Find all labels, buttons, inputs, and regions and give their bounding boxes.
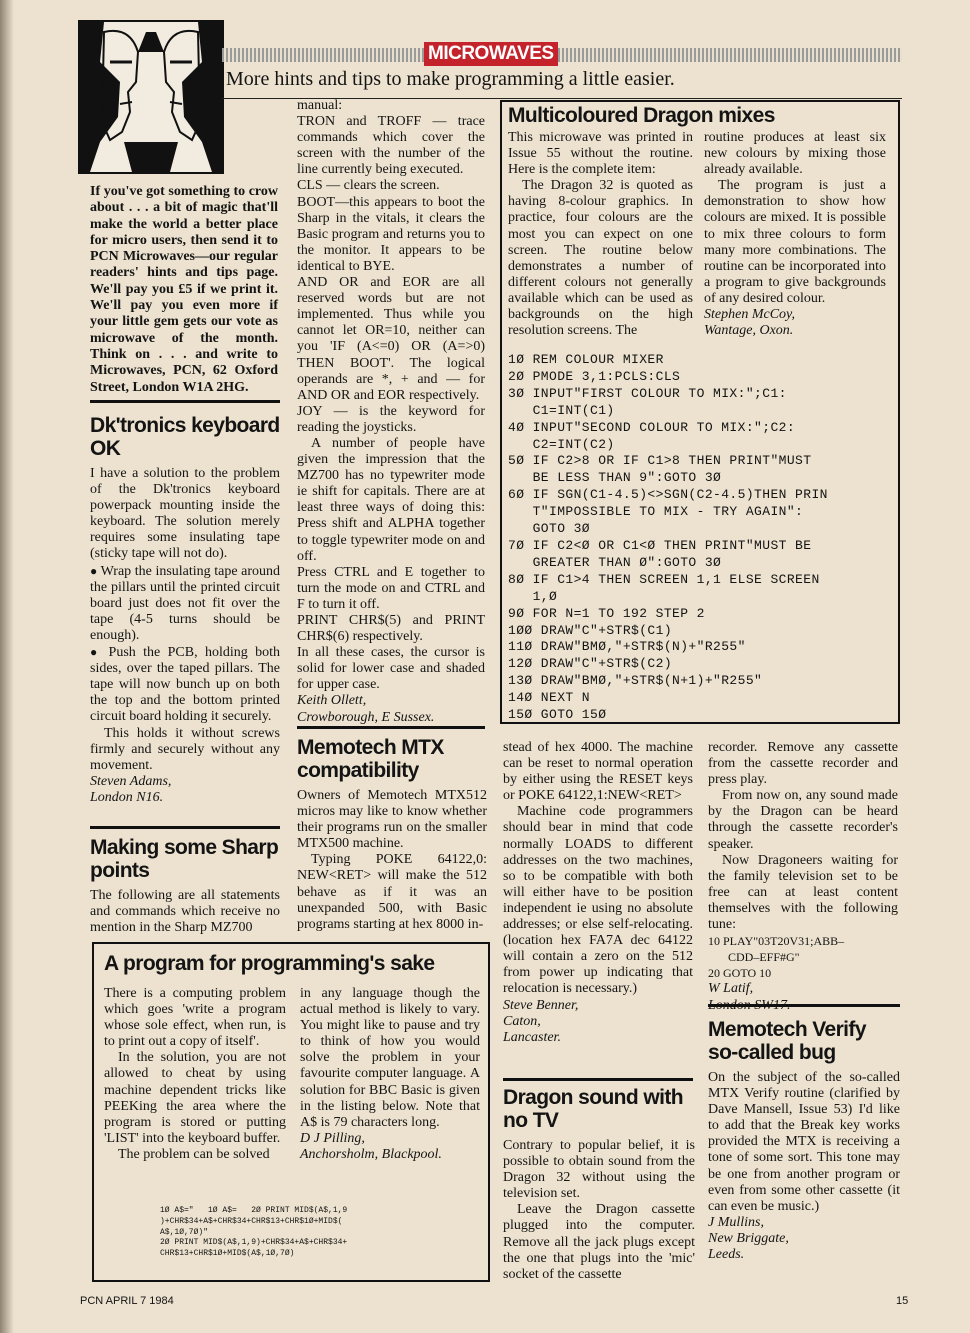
signature: Anchorsholm, Blackpool. — [300, 1146, 442, 1162]
header-banner — [222, 48, 902, 62]
signature: Keith Ollett, — [297, 693, 367, 709]
signature: W Latif, — [708, 981, 754, 997]
footer-issue: PCN APRIL 7 1984 — [80, 1295, 174, 1307]
paragraph: stead of hex 4000. The machine can be reset to normal operation by either using the RESET keys or POKE 64122,1:NEW<RET> — [503, 740, 693, 804]
paragraph: PRINT CHR$(5) and PRINT CHR$(6) respectively. — [297, 613, 485, 645]
rule — [297, 726, 485, 729]
programming-sake-title: A program for programming's sake — [104, 952, 435, 975]
paragraph: In all these cases, the cursor is solid for lower case and shaded for upper case. — [297, 645, 485, 693]
code-line: 1ØØ DRAW"C"+STR$(C1) — [508, 622, 673, 638]
quine-listing — [160, 1206, 460, 1260]
code-line: 14Ø NEXT N — [508, 690, 591, 706]
signature: J Mullins, — [708, 1214, 764, 1230]
tune-code-line: 10 PLAY"03T20V31;ABB– — [708, 934, 845, 949]
paragraph — [90, 644, 280, 725]
paragraph: Press CTRL and E together to turn the mode on and CTRL and F to turn it off. — [297, 564, 485, 612]
paragraph: BOOT—this appears to boot the Sharp in the vitals, it clears the Basic program and returns you to the monitor. It appears to be identical to BYE. — [297, 194, 485, 274]
dragon-sound-title: Dragon sound with no TV — [503, 1086, 683, 1132]
signature: London N16. — [90, 789, 164, 805]
dragon-mixes-col1 — [508, 130, 693, 339]
code-line: 8Ø IF C1>4 THEN SCREEN 1,1 ELSE SCREEN — [508, 571, 820, 587]
dktronics-body — [90, 466, 280, 806]
paragraph: in any language though the actual method is likely to vary. You might like to pause and try to think of how you would solve the problem in your favourite computer language. A solution for BBC Basic is given in the listing below. Note that A$ is 79 characters long. — [300, 986, 480, 1130]
page-number: 15 — [896, 1295, 909, 1307]
code-line: 1Ø A$=" 1Ø A$= 2Ø PRINT MID$(A$,1,9 — [160, 1206, 348, 1215]
dragon-mixes-col2 — [704, 130, 886, 339]
code-line: 13Ø DRAW"BMØ,"+STR$(N+1)+"R255" — [508, 673, 763, 689]
signature: Lancaster. — [503, 1029, 561, 1045]
dktronics-title: Dk'tronics keyboard OK — [90, 414, 280, 460]
rule — [90, 400, 280, 403]
signature: New Briggate, — [708, 1230, 789, 1246]
code-line: 11Ø DRAW"BMØ,"+STR$(N)+"R255" — [508, 639, 746, 655]
sharp-title: Making some Sharp points — [90, 836, 279, 882]
memotech-verify-body — [708, 1070, 900, 1263]
paragraph: This microwave was printed in Issue 55 without the routine. Here is the complete item: — [508, 130, 693, 178]
paragraph: Owners of Memotech MTX512 micros may like to know whether their programs run on the smaller MTX500 machine. — [297, 788, 487, 852]
code-line: GREATER THAN Ø":GOTO 3Ø — [508, 554, 722, 570]
memotech-mtx-continued — [503, 740, 693, 1046]
programming-sake-col1 — [104, 986, 286, 1163]
paragraph: This holds it without screws firmly and securely without any movement. — [90, 725, 280, 773]
code-line: T"IMPOSSIBLE TO MIX - TRY AGAIN": — [508, 504, 804, 520]
paragraph: Contrary to popular belief, it is possible to obtain sound from the Dragon 32 without using the television set. — [503, 1138, 695, 1202]
paragraph: The program is just a demonstration to show how colours are mixed. It is possible to mix three colours to form many more combinations. The routine can be incorporated into a program to give backgrounds of any desired colour. — [704, 178, 886, 306]
paragraph: On the subject of the so-called MTX Verify routine (clarified by Dave Mansell, Issue 53) I'd like to add that the Break key works provided the MTX is receiving a tone of some sort. This tone may be one from another program or even from some other cassette (it can even be music.) — [708, 1070, 900, 1214]
programming-sake-article — [104, 952, 484, 975]
code-line: 3Ø INPUT"FIRST COLOUR TO MIX:";C1: — [508, 385, 787, 401]
signature: Steve Benner, — [503, 997, 579, 1013]
code-line: 7Ø IF C2<Ø OR C1<Ø THEN PRINT"MUST BE — [508, 537, 812, 553]
paragraph: routine produces at least six new colours by mixing those already available. — [704, 130, 886, 178]
intro-text: If you've got something to crow about . . . a bit of magic that'll make the world a better place for micro users, then send it to PCN Microwaves—our regular readers' hints and tips page. We'll pay you £5 if we print it. We'll pay you even more if your little gem gets our vote as microwave of the month. Think on . . . and write to Microwaves, PCN, 62 Oxford Street, London W1A 2HG. — [90, 184, 278, 395]
bullet-text: Push the PCB, holding both sides, over the taped pillars. The tape will now bunch up on both the top and the bottom printed circuit board holding it securely. — [90, 645, 281, 725]
paragraph: Machine code programmers should bear in mind that code normally LOADS to different addresses on the two machines, so to be compatible with both will either have to be position independent ie using no absolute addresses; or else self-relocating. (location hex FA7A dec 64122 will contain a zero on the 512 from power up indicating that relocation is necessary.) — [503, 804, 693, 997]
memotech-verify-title: Memotech Verify so-called bug — [708, 1018, 866, 1064]
programming-sake-col2 — [300, 986, 480, 1163]
paragraph: A number of people have given the impression that the MZ700 has no typewriter mode ie shift for capitals. There are at least three ways of doing this: Press shift and ALPHA together to toggle typewriter mode on and off. — [297, 435, 485, 564]
dragon-sound-continued — [708, 740, 898, 1014]
section-title: MICROWAVES — [424, 42, 558, 66]
section-tagline: More hints and tips to make programming a little easier. — [226, 68, 675, 90]
signature: Wantage, Oxon. — [704, 323, 794, 339]
code-line: 1,Ø — [508, 588, 558, 604]
paragraph — [90, 563, 280, 644]
code-line: 9Ø FOR N=1 TO 192 STEP 2 — [508, 605, 705, 621]
paragraph: recorder. Remove any cassette from the cassette recorder and press play. — [708, 740, 898, 788]
bullet-icon: ● — [90, 645, 102, 660]
paragraph: The problem can be solved — [118, 1146, 270, 1162]
code-line: C2=INT(C2) — [508, 436, 615, 452]
dragon-sound-body — [503, 1138, 695, 1283]
signature: Caton, — [503, 1013, 541, 1029]
sharp-continued — [297, 98, 485, 726]
tune-code-line: 20 GOTO 10 — [708, 966, 772, 981]
code-line: 6Ø IF SGN(C1-4.5)<>SGN(C2-4.5)THEN PRIN — [508, 487, 828, 503]
code-line: 4Ø INPUT"SECOND COLOUR TO MIX:";C2: — [508, 419, 796, 435]
paragraph: Leave the Dragon cassette plugged into the computer. Remove all the jack plugs except the one that plugs into the 'mic' socket of the cassette — [503, 1202, 695, 1282]
paragraph: There is a computing problem which goes 'write a program whose sole effect, when run, is to print out a copy of itself'. — [104, 986, 286, 1050]
paragraph: CLS — clears the screen. — [297, 178, 440, 194]
memotech-verify-article — [708, 1018, 900, 1263]
rule — [503, 1078, 693, 1081]
bullet-text: Wrap the insulating tape around the pillars until the printed circuit board just does not fit over the tape (4-5 turns should be enough). — [90, 563, 281, 643]
bullet-icon: ● — [90, 563, 98, 578]
code-line: )+CHR$34+A$+CHR$34+CHR$13+CHR$1Ø+MID$( — [160, 1216, 343, 1226]
signature: Crowborough, E Sussex. — [297, 709, 435, 725]
dktronics-article — [90, 414, 280, 806]
signature: Steven Adams, — [90, 773, 172, 789]
code-line: 12Ø DRAW"C"+STR$(C2) — [508, 656, 673, 672]
paragraph: manual: — [297, 98, 343, 113]
paragraph: I have a solution to the problem of the Dk'tronics keyboard powerpack mounting inside the keyboard. The solution merely requires some insulating tape (sticky tape will not do). — [90, 466, 280, 562]
memotech-mtx-article — [297, 736, 487, 933]
colour-mixer-listing — [508, 352, 894, 724]
signature: Leeds. — [708, 1247, 745, 1263]
paragraph: The Dragon 32 is quoted as having 8-colour graphics. In practice, four colours are the most you can expect on one screen. The routine below demonstrates a number of different colours not generally available which can be used as backgrounds on the high resolution screens. The — [508, 178, 693, 339]
paragraph: AND OR and EOR are all reserved words but are not implemented. Thus while you cannot let OR=10, neither can you 'IF (A<=0) OR (A=>0) THEN BOOT'. The logical operands are *, + and — for AND OR and EOR respectively. — [297, 275, 485, 403]
microwaves-logo — [78, 20, 224, 174]
code-line: 2Ø PRINT MID$(A$,1,9)+CHR$34+A$+CHR$34+ — [160, 1238, 348, 1248]
paragraph: JOY — is the keyword for reading the joysticks. — [297, 403, 485, 435]
dragon-mixes-article — [508, 104, 892, 127]
paragraph: Typing POKE 64122,0: NEW<RET> will make the 512 behave as if it was an unexpanded 500, with Basic programs starting at hex 8000 in- — [297, 852, 487, 932]
paragraph: In the solution, you are not allowed to cheat by using machine dependent tricks like PEEKing the area where the program is stored or putting 'LIST' into the keyboard buffer. — [104, 1050, 286, 1146]
memotech-mtx-title: Memotech MTX compatibility — [297, 736, 444, 782]
twin-faces-illustration — [80, 22, 222, 172]
memotech-mtx-body — [297, 788, 487, 933]
sharp-article — [90, 836, 280, 936]
paragraph: Now Dragoneers waiting for the family television set to be free can at least content themselves with the following tune: — [708, 852, 898, 933]
code-line: BE LESS THAN 9":GOTO 3Ø — [508, 470, 722, 486]
dragon-mixes-title: Multicoloured Dragon mixes — [508, 104, 775, 127]
page-edge-shadow — [0, 0, 14, 1333]
rule — [708, 1004, 900, 1007]
code-line: 1Ø REM COLOUR MIXER — [508, 352, 664, 367]
sharp-body: The following are all statements and commands which receive no mention in the Sharp MZ700 — [90, 888, 280, 936]
paragraph: TRON and TROFF — trace commands which cover the screen with the number of the line currently being executed. — [297, 114, 485, 178]
tune-code-line: CDD–EFF#G" — [728, 950, 800, 965]
paragraph: From now on, any sound made by the Dragon can be heard through the cassette recorder's speaker. — [708, 788, 898, 852]
code-line: CHR$13+CHR$1Ø+MID$(A$,1Ø,7Ø) — [160, 1249, 295, 1259]
code-line: GOTO 3Ø — [508, 521, 591, 537]
code-line: 15Ø GOTO 15Ø — [508, 707, 607, 723]
code-line: A$,1Ø,7Ø)" — [160, 1227, 209, 1237]
signature: Stephen McCoy, — [704, 307, 795, 323]
signature: D J Pilling, — [300, 1130, 365, 1146]
code-line: C1=INT(C1) — [508, 402, 615, 418]
code-line: 5Ø IF C2>8 OR IF C1>8 THEN PRINT"MUST — [508, 453, 812, 469]
rule — [90, 826, 280, 829]
dragon-sound-article — [503, 1086, 695, 1283]
code-line: 2Ø PMODE 3,1:PCLS:CLS — [508, 368, 681, 384]
